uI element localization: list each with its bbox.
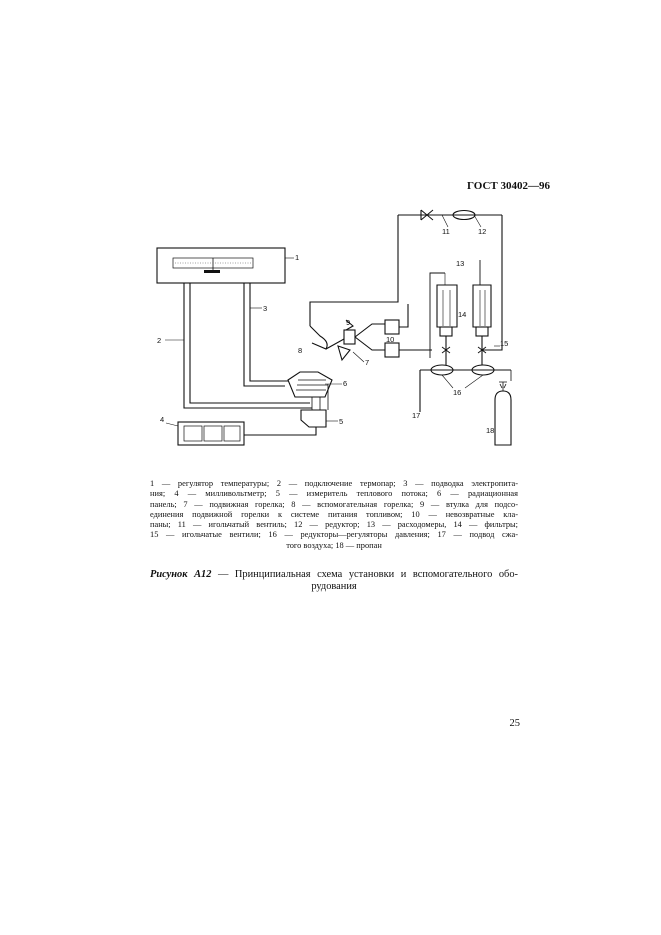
millivoltmeter	[178, 422, 244, 445]
thermocouple-wires	[184, 283, 312, 408]
label-3: 3	[263, 304, 268, 313]
burner-bushing	[344, 330, 355, 344]
legend-line: паны; 11 — игольчатый вентиль; 12 — редуктор; 13 — расходомеры, 14 — фильтры;	[150, 520, 518, 530]
label-8: 8	[298, 346, 303, 355]
caption-line	[150, 569, 518, 581]
propane-cylinder	[495, 391, 511, 445]
legend-line: панель; 7 — подвижная горелка; 8 — вспомогательная горелка; 9 — втулка для подсо-	[150, 499, 518, 509]
page-number: 25	[509, 718, 520, 729]
legend-line: ния; 4 — милливольтметр; 5 — измеритель теплового потока; 6 — радиационная	[150, 489, 518, 499]
label-14: 14	[458, 310, 467, 319]
label-11: 11	[442, 227, 450, 236]
power-feed-lines	[244, 283, 288, 386]
label-15: 15	[500, 339, 509, 348]
label-17: 17	[412, 411, 421, 420]
figure-legend	[150, 479, 518, 551]
label-6: 6	[343, 379, 348, 388]
auxiliary-burner	[310, 326, 327, 349]
caption-line-2: рудования	[311, 581, 357, 592]
label-9: 9	[346, 318, 351, 327]
document-header: ГОСТ 30402—96	[467, 180, 550, 192]
legend-line: того воздуха; 18 — пропан	[286, 540, 382, 550]
label-13: 13	[456, 259, 465, 268]
label-5: 5	[339, 417, 344, 426]
figure-label: Рисунок А12	[150, 569, 212, 580]
label-12: 12	[478, 227, 487, 236]
legend-line: единения подвижной горелки к системе питания топливом; 10 — невозвратные кла-	[150, 509, 518, 519]
filter-left	[440, 327, 452, 336]
figure-caption	[150, 569, 518, 593]
check-valve-lower	[385, 343, 399, 357]
caption-text: — Принципиальная схема установки и вспомогательного обо-	[211, 569, 518, 580]
label-7: 7	[365, 358, 370, 367]
label-2: 2	[157, 336, 162, 345]
label-10: 10	[386, 335, 395, 344]
radiation-panel	[288, 372, 332, 397]
flowmeter-right	[473, 285, 491, 327]
check-valve-upper	[385, 320, 399, 334]
label-4: 4	[160, 415, 165, 424]
heat-flux-meter	[301, 410, 326, 427]
temperature-regulator	[157, 248, 285, 283]
label-16: 16	[453, 388, 462, 397]
label-18: 18	[486, 426, 495, 435]
legend-line: 1 — регулятор температуры; 2 — подключение термопар; 3 — подводка электропита-	[150, 479, 518, 488]
equipment-diagram	[140, 200, 530, 450]
filter-right	[476, 327, 488, 336]
legend-line: 15 — игольчатые вентили; 16 — редукторы—регуляторы давления; 17 — подвод сжа-	[150, 530, 518, 540]
label-1: 1	[295, 253, 300, 262]
flowmeter-left	[437, 285, 457, 327]
